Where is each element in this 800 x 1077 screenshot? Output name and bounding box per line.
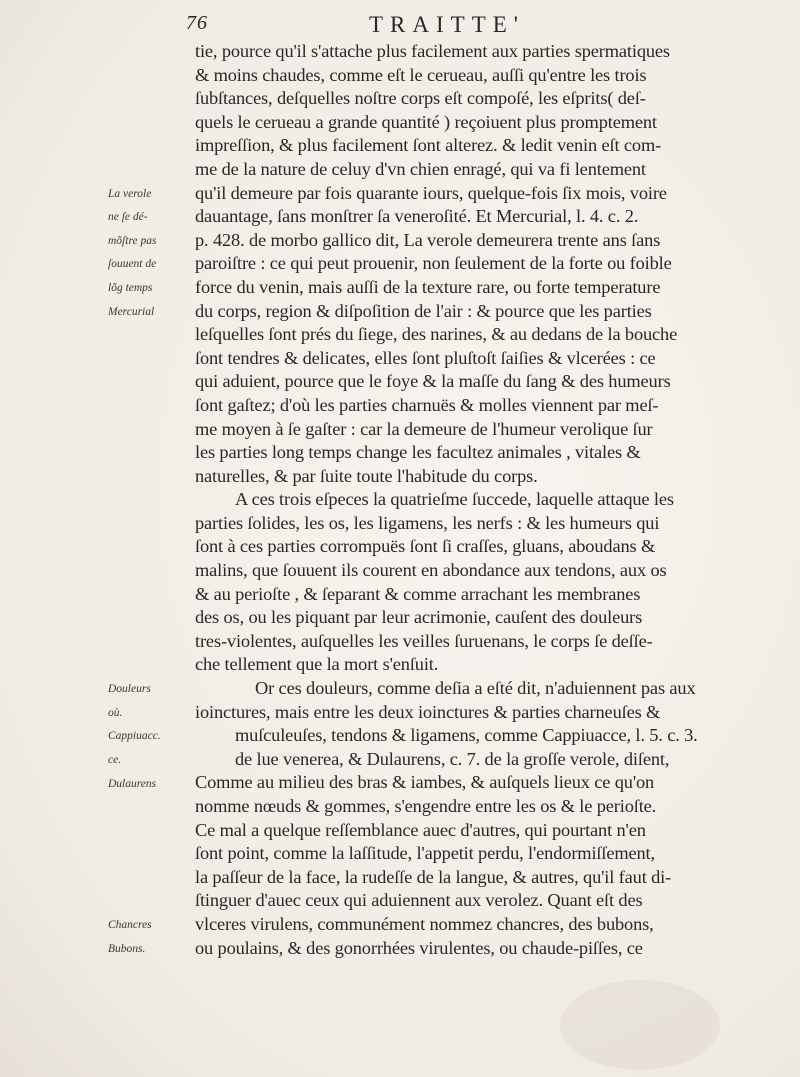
text-line: muſculeuſes, tendons & ligamens, comme Cappiuacce, l. 5. c. 3. bbox=[235, 725, 698, 746]
text-line: Or ces douleurs, comme deſia a eſté dit, n'aduiennent pas aux bbox=[255, 678, 696, 699]
margin-note: où. bbox=[108, 706, 123, 719]
text-line: Comme au milieu des bras & iambes, & auſquels lieux ce qu'on bbox=[195, 772, 655, 793]
body-text bbox=[195, 40, 790, 960]
text-line: vlceres virulens, communément nommez chancres, des bubons, bbox=[195, 913, 654, 934]
margin-note: Bubons. bbox=[108, 942, 146, 955]
text-line: ou poulains, & des gonorrhées virulentes, ou chaude-piſſes, ce bbox=[195, 937, 643, 958]
text-line: parties ſolides, les os, les ligamens, les nerfs : & les humeurs qui bbox=[195, 512, 660, 533]
text-line: impreſſion, & plus facilement ſont alterez. & ledit venin eſt com- bbox=[195, 135, 662, 156]
margin-note: mõſtre pas bbox=[108, 234, 157, 247]
text-line: p. 428. de morbo gallico dit, La verole demeurera trente ans ſans bbox=[195, 229, 661, 250]
text-line: les parties long temps change les facultez animales , vitales & bbox=[195, 442, 641, 463]
running-title: TRAITTE' bbox=[369, 12, 525, 37]
margin-note: Douleurs bbox=[108, 683, 151, 696]
margin-notes bbox=[0, 0, 161, 1077]
margin-note: La verole bbox=[108, 187, 152, 200]
text-line: quels le cerueau a grande quantité ) reçoiuent plus promptement bbox=[195, 111, 657, 132]
text-line: tie, pource qu'il s'attache plus facilement aux parties spermatiques bbox=[195, 41, 670, 61]
text-line: nomme nœuds & gommes, s'engendre entre les os & le perioſte. bbox=[195, 796, 657, 816]
page-header bbox=[186, 12, 786, 42]
paper-stain bbox=[560, 980, 720, 1070]
text-line: malins, que ſouuent ils courent en abondance aux tendons, aux os bbox=[195, 560, 667, 581]
text-line: qui aduient, pource que le foye & la maſſe du ſang & des humeurs bbox=[195, 371, 671, 392]
text-line: qu'il demeure par fois quarante iours, quelque-fois ſix mois, voire bbox=[195, 182, 667, 203]
text-line: la paſſeur de la face, la rudeſſe de la langue, & autres, qu'il faut di- bbox=[195, 866, 672, 887]
text-line: naturelles, & par ſuite toute l'habitude du corps. bbox=[195, 465, 538, 486]
margin-note: ſouuent de bbox=[108, 258, 157, 271]
margin-note: lõg temps bbox=[108, 282, 153, 294]
text-line: A ces trois eſpeces la quatrieſme ſuccede, laquelle attaque les bbox=[235, 489, 674, 510]
margin-note: Cappiuacc. bbox=[108, 730, 161, 743]
page-number: 76 bbox=[186, 12, 208, 34]
text-line: me de la nature de celuy d'vn chien enragé, qui va fi lentement bbox=[195, 158, 646, 179]
text-line: & au perioſte , & ſeparant & comme arrachant les membranes bbox=[195, 583, 641, 604]
text-line: ſubſtances, deſquelles noſtre corps eſt compoſé, les eſprits( deſ- bbox=[195, 88, 646, 109]
text-line: me moyen à ſe gaſter : car la demeure de l'humeur verolique ſur bbox=[195, 418, 653, 439]
margin-note: ne ſe dé- bbox=[108, 211, 148, 224]
text-line: des os, ou les piquant par leur acrimonie, cauſent des douleurs bbox=[195, 607, 643, 628]
text-line: ſont tendres & delicates, elles ſont pluſtoſt ſaiſies & vlcerées : ce bbox=[195, 347, 656, 368]
text-line: ſont à ces parties corrompuës ſont ſi craſſes, gluans, aboudans & bbox=[195, 536, 656, 557]
text-line: ioinctures, mais entre les deux ioinctures & parties charneuſes & bbox=[195, 701, 661, 722]
text-line: tres-violentes, auſquelles les veilles ſuruenans, le corps ſe deſſe- bbox=[195, 630, 653, 651]
text-line: de lue venerea, & Dulaurens, c. 7. de la groſſe verole, diſent, bbox=[235, 748, 670, 769]
text-line: ſont point, comme la laſſitude, l'appetit perdu, l'endormiſſement, bbox=[195, 843, 655, 864]
margin-note: Dulaurens bbox=[108, 777, 157, 790]
text-line: paroiſtre : ce qui peut prouenir, non ſeulement de la forte ou foible bbox=[195, 253, 672, 274]
text-line: Ce mal a quelque reſſemblance auec d'autres, qui pourtant n'en bbox=[195, 819, 646, 840]
margin-note: ce. bbox=[108, 754, 122, 766]
margin-note: Mercurial bbox=[108, 305, 155, 318]
text-line: ſtinguer d'auec ceux qui aduiennent aux verolez. Quant eſt des bbox=[195, 890, 643, 911]
text-line: force du venin, mais auſſi de la texture rare, ou forte temperature bbox=[195, 276, 661, 297]
text-line: du corps, region & diſpoſition de l'air : & pource que les parties bbox=[195, 300, 652, 321]
text-line: dauantage, ſans monſtrer ſa veneroſité. Et Mercurial, l. 4. c. 2. bbox=[195, 206, 639, 227]
text-line: ſont gaſtez; d'où les parties charnuës & molles viennent par meſ- bbox=[195, 394, 659, 415]
text-line: leſquelles ſont prés du ſiege, des narines, & au dedans de la bouche bbox=[195, 324, 678, 345]
text-line: & moins chaudes, comme eſt le cerueau, auſſi qu'entre les trois bbox=[195, 64, 647, 85]
text-line: che tellement que la mort s'enſuit. bbox=[195, 654, 439, 675]
margin-note: Chancres bbox=[108, 919, 152, 932]
